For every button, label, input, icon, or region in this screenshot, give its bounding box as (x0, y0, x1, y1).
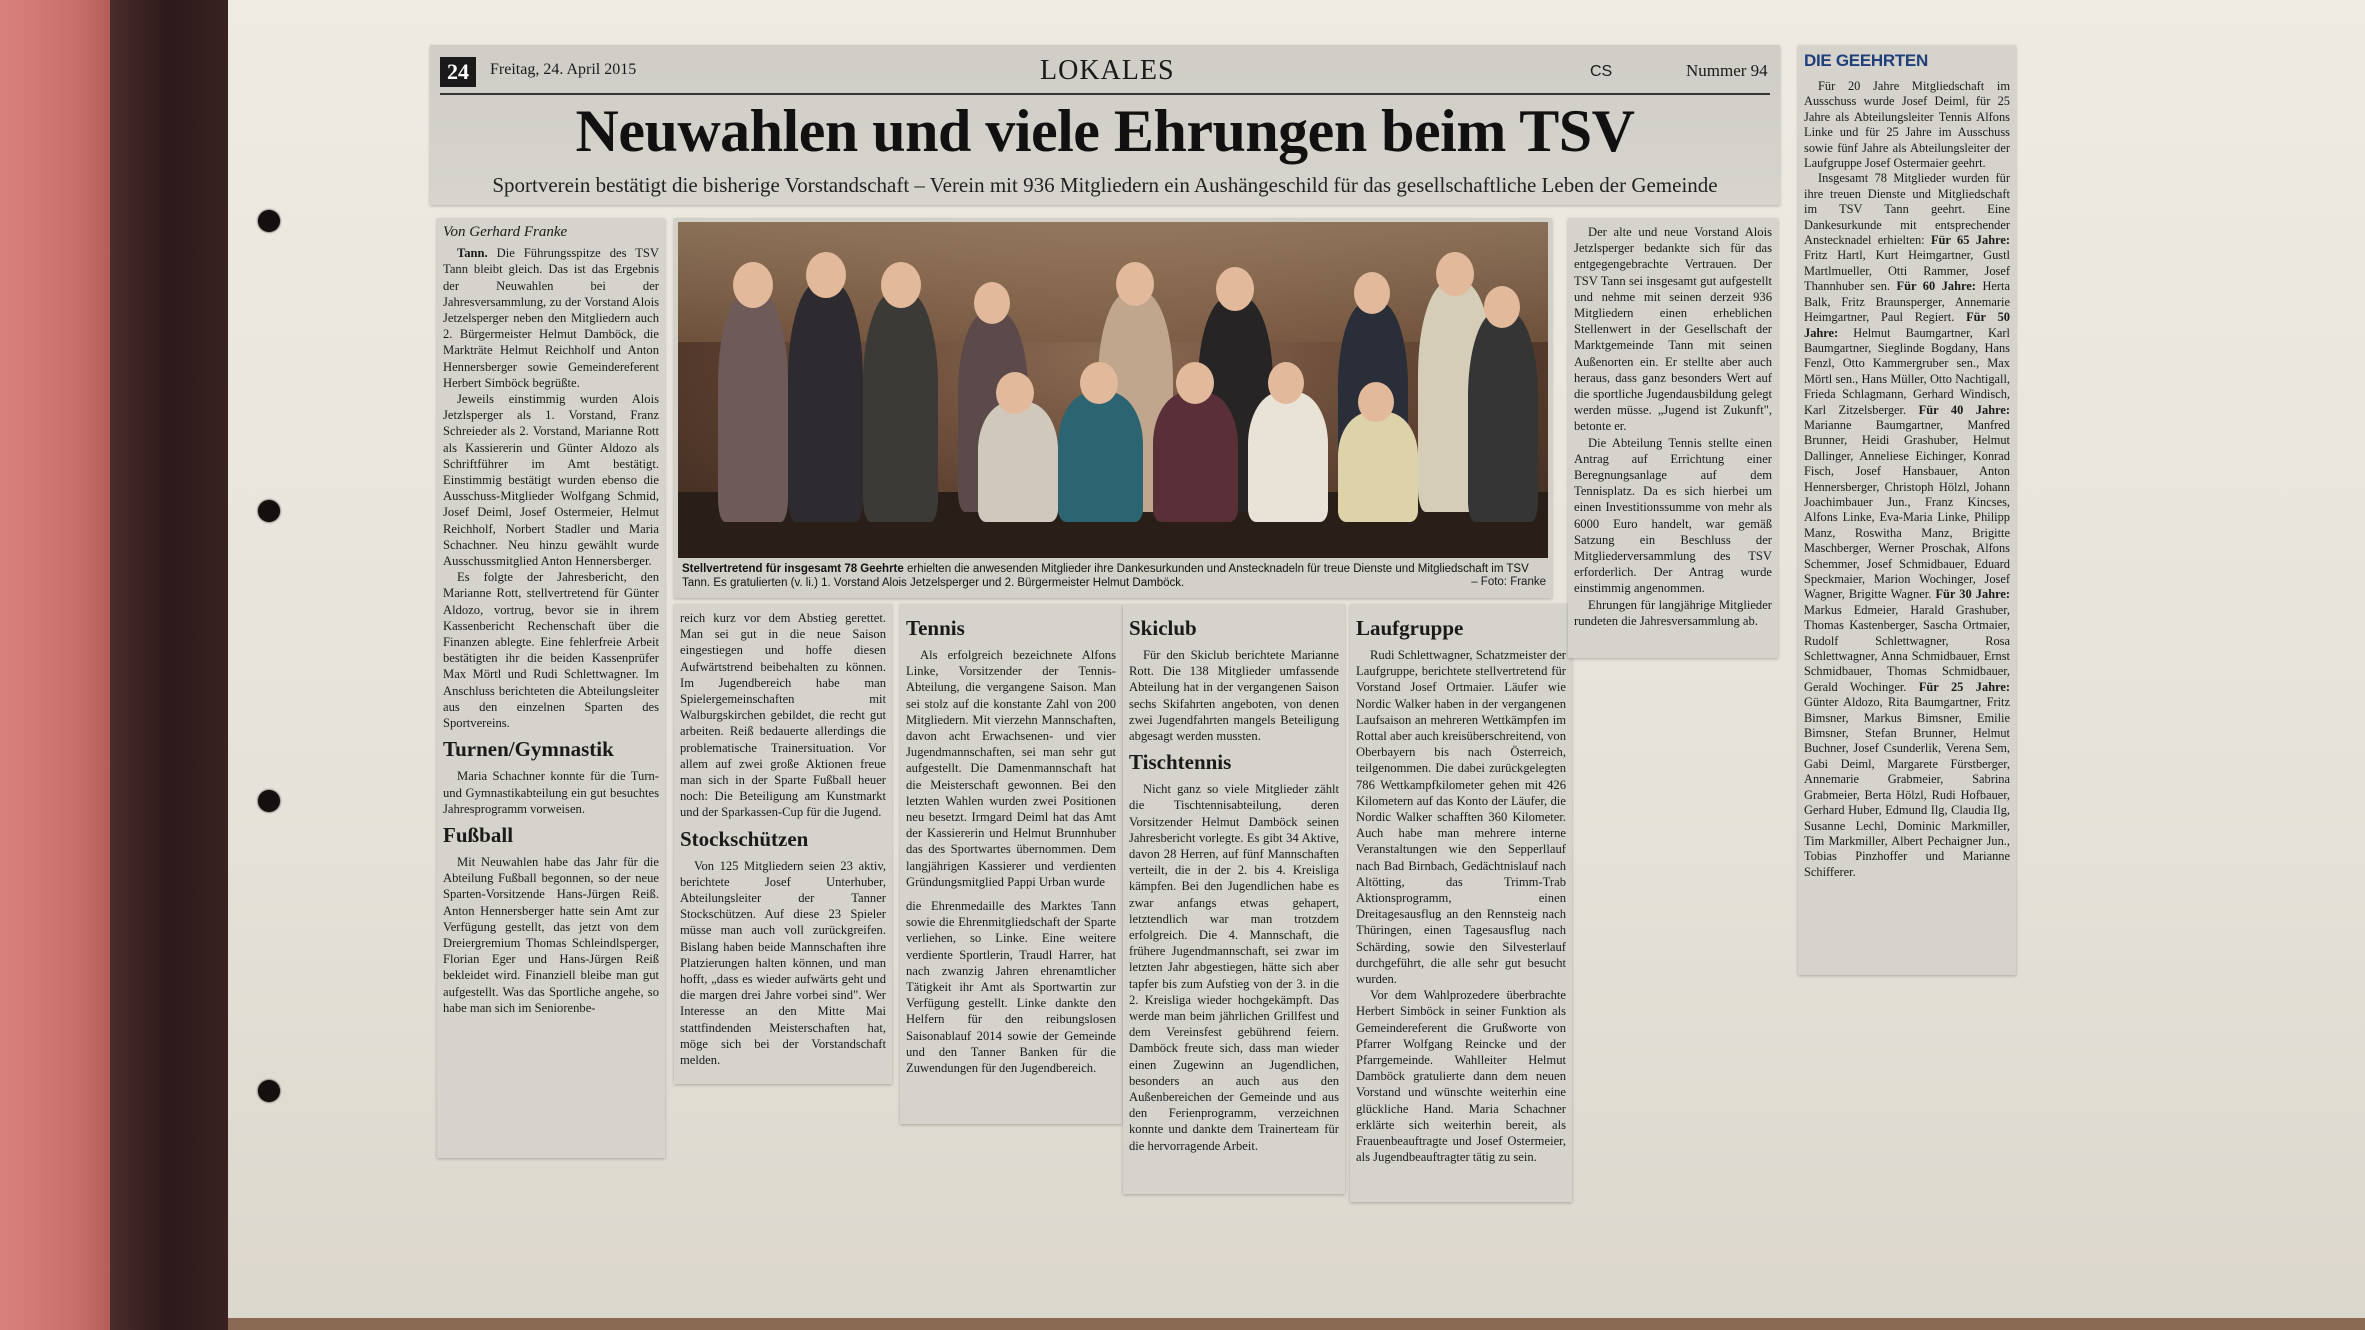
issue-date: Freitag, 24. April 2015 (490, 61, 637, 78)
person (1248, 392, 1328, 522)
paragraph: reich kurz vor dem Abstieg gerettet. Man sei gut in die neue Saison eingestiegen und hoffe diesen Aufwärtstrend beibehalten zu können. Im Jugendbereich habe man Spielergemeinschaften mit Walburgskirchen gebildet, die recht gut arbeiten. Reiß bedauerte allerdings die problematische Trainersituation. Vor allem auf zwei große Aktionen freue man sich in der Sparte Fußball heuer noch: Die Beteiligung am Kunstmarkt und der Sparkassen-Cup für die Jugend. (680, 611, 886, 820)
person (1153, 392, 1238, 522)
subheading-turnen: Turnen/Gymnastik (443, 737, 614, 762)
article-column-2 (674, 604, 892, 1084)
album-cover-edge (0, 0, 110, 1330)
honor-names: Marianne Baumgartner, Manfred Brunner, Heidi Grashuber, Helmut Dallinger, Anneliese Eichinger, Konrad Fisch, Josef Hansbauer, Anton Hennersberger, Christoph Hölzl, Johann Joachimbauer Jun., Franz Kincses, Alfons Linke, Eva-Maria Linke, Philipp Manz, Roswitha Manz, Brigitte Maschberger, Werner Proschak, Alfons Schemmer, Josef Schmidbauer, Eduard Speckmaier, Marion Wochinger, Josef Wagner, Brigitte Wagner. (1804, 417, 2010, 602)
honorees-title: DIE GEEHRTEN (1804, 51, 1928, 70)
paragraph: Rudi Schlettwagner, Schatzmeister der Laufgruppe, berichtete stellvertretend für Vorstand Josef Ortmaier. Läufer wie Nordic Walker haben in der vergangenen Laufsaison an mehreren Wettkämpfen im Rottal aber auch kreisüberschreitend, von Oberbayern bis nach Österreich, teilgenommen. Die dabei zurückgelegten 786 Wettkampfkilometer gehen mit 426 Kilometern auf das Konto der Läufer, die Nordic Walker schafften 360 Kilometer. Auch habe man mehrere interne Veranstaltungen wie den Sepperllauf nach Bad Birnbach, Gedächtnislauf nach Altötting, das Trimm-Trab Aktionsprogramm, einen Dreitagesausflug an den Rennsteig nach Thüringen, einen Tagesausflug nach Schärding, sowie den Silvesterlauf durchgeführt, die alle sehr gut besucht wurden. (1356, 648, 1566, 987)
caption-text: erhielten die anwesenden Mitglieder ihre Dankesurkunden und Anstecknadeln für treue Dienste und Mitgliedschaft im TSV Tann. Es gratulierten (v. li.) 1. Vorstand Alois Jetzelsperger und 2. Bürgermeister Helmut Damböck. (682, 563, 1529, 589)
paragraph: Nicht ganz so viele Mitglieder zählt die Tischtennisabteilung, deren Vorsitzender Helmut Damböck seinen Jahresbericht vorlegte. Es gibt 34 Aktive, davon 28 Herren, auf fünf Mannschaften verteilt, die in der 2. bis 4. Kreisliga kämpfen. Bei den Jugendlichen habe es zwar anfangs etwas gehapert, letztendlich war man trotzdem erfolgreich. Die 4. Mannschaft, die frühere Jugendmannschaft, sei zwar im letzten Jahr abgestiegen, hätte sich aber tapfer bis zum Aufstieg von der 3. in die 2. Kreisliga wieder hochgekämpft. Das werde man beim jährlichen Grillfest und dem Vereinsfest gebührend feiern. Damböck freute sich, dass man wieder einen Zugewinn an Jugendlichen, besonders an auch aus den Außenbereichen der Gemeinde und aus den Ferienprogramm, verzeichnen konnte und dankte dem Trainerteam für die hervorragende Arbeit. (1129, 782, 1339, 1153)
article-column-3 (900, 604, 1122, 1124)
header-rule (440, 93, 1770, 95)
honorees-list (1804, 171, 2010, 880)
byline: Von Gerhard Franke (443, 224, 568, 240)
paragraph: Als erfolgreich bezeichnete Alfons Linke, Vorsitzender der Tennis-Abteilung, die vergangene Saison. Man sei stolz auf die konstante Zahl von 200 Mitgliedern. Mit vierzehn Mannschaften, davon acht Erwachsenen- und vier Jugendmannschaften, sei man sehr gut aufgestellt. Die Damenmannschaft hat die Meisterschaft gewonnen. Bei den letzten Wahlen wurden zwei Positionen neu besetzt. Irmgard Deiml hat das Amt der Kassiererin und Helmut Brunnhuber das des Sportwartes übernommen. Dem langjährigen Kassierer und verdienten Gründungsmitglied Pappi Urban wurde (906, 648, 1116, 889)
section-title: LOKALES (1040, 55, 1175, 86)
person (863, 292, 938, 522)
paragraph: die Ehrenmedaille des Marktes Tann sowie die Ehrenmitgliedschaft der Sparte verliehen, so Linke. Eine weitere verdiente Sportlerin, Traudl Harrer, hat nach zwanzig Jahren ehrenamtlicher Tätigkeit ihr Amt als Sportwartin zur Verfügung gestellt. Linke dankte den Helfern für den reibungslosen Saisonablauf 2014 sowie der Gemeinde und den Tanner Banken für die Zuwendungen für den Jugendbereich. (906, 899, 1116, 1076)
punch-hole (258, 500, 280, 522)
honor-label: Für 60 Jahre: (1896, 279, 1976, 294)
person-head (1216, 267, 1254, 311)
honor-names: Herta Balk, Fritz Braunsperger, Annemarie Heimgartner, Paul Regiert. (1804, 279, 2010, 325)
person-head (1080, 362, 1118, 404)
photo-caption (682, 562, 1546, 590)
punch-hole (258, 790, 280, 812)
honor-names: Helmut Baumgartner, Karl Baumgartner, Sieglinde Bogdany, Hans Fenzl, Otto Kammergruber sen., Max Mörtl sen., Hans Müller, Otto Nachtigall, Frieda Schlagmann, Gerhard Windisch, Karl Zitzelsberger. (1804, 325, 2010, 417)
paragraph: Es folgte der Jahresbericht, den Marianne Rott, stellvertretend für Günter Aldozo, vortrug, bevor sie in ihrem Kassenbericht Rechenschaft über die Finanzen ablegte. Eine fehlerfreie Arbeit bestätigten ihr die beiden Kassenprüfer Max Mörtl und Rudi Schlettwagner. Im Anschluss berichteten die Abteilungsleiter aus den einzelnen Sparten des Sportvereins. (443, 570, 659, 731)
subheading-skiclub: Skiclub (1129, 616, 1197, 640)
person (978, 402, 1058, 522)
honor-names: Günter Aldozo, Rita Baumgartner, Fritz Bimsner, Markus Bimsner, Emilie Bimsner, Stefan Brunner, Helmut Buchner, Josef Csunderlik, Verena Sem, Gabi Deiml, Margarete Fürstberger, Annemarie Grabmeier, Sabrina Grabmeier, Berta Hölzl, Rudi Hofbauer, Gerhard Huber, Edmund Ilg, Claudia Ilg, Susanne Lechl, Dominic Markmiller, Tim Markmiller, Albert Pechaigner Jun., Tobias Pinzhoffer und Marianne Schifferer. (1804, 695, 2010, 879)
subheading-stockschuetzen: Stockschützen (680, 826, 809, 851)
person-head (1116, 262, 1154, 306)
person (1338, 412, 1418, 522)
paragraph: Ehrungen für langjährige Mitglieder rundeten die Jahresversammlung ab. (1574, 597, 1772, 628)
person-head (1176, 362, 1214, 404)
paragraph-text: Die Führungsspitze des TSV Tann bleibt gleich. Das ist das Ergebnis der Neuwahlen bei der Jahresversammlung, zu der Vorstand Alois Jetzelsperger neben den Mitgliedern auch 2. Bürgermeister Helmut Damböck, die Markträte Helmut Reichholf und Anton Hennersberger sowie Gemeindereferent Herbert Simböck begrüßte. (443, 246, 659, 390)
dateline: Tann. (457, 246, 488, 261)
photo-clipping (674, 218, 1552, 598)
paragraph: Der alte und neue Vorstand Alois Jetzlsperger bedankte sich für das entgegengebrachte Vertrauen. Der TSV Tann sei insgesamt gut aufgestellt und nehme mit seinen derzeit 936 Mitgliedern einen erheblichen Stellenwert in der Gesellschaft der Marktgemeinde Tann mit seinen Außenorten ein. Er stellte aber auch heraus, dass ganz besonders Wert auf die sportliche Jugendausbildung gelegt werden müsse. „Jugend ist Zukunft", betonte er. (1574, 225, 1772, 434)
paragraph: Von 125 Mitgliedern seien 23 aktiv, berichtete Josef Unterhuber, Abteilungsleiter der Tanner Stockschützen. Auf diese 23 Spieler müsse man auch voll zurückgreifen. Bislang haben beide Mannschaften ihre Platzierungen halten können, und man hofft, „dass es wieder aufwärts geht und die margen drei Jahre vorbei sind". Wer Interesse an den Mitte Mai stattfindenden Meisterschaften hat, möge sich bei der Vorstandschaft melden. (680, 858, 886, 1068)
article-column-6 (1568, 218, 1778, 658)
paragraph-text: Insgesamt 78 Mitglieder wurden für ihre treuen Dienste und Mitgliedschaft im TSV Tann geehrt. Eine Dankesurkunde mit entsprechender Anstecknadel erhielten: (1804, 171, 2010, 248)
edition-code: CS (1590, 63, 1613, 80)
person-head (733, 262, 773, 308)
group-photo (678, 222, 1548, 558)
person-head (806, 252, 846, 298)
person (1058, 392, 1143, 522)
paragraph: Jeweils einstimmig wurden Alois Jetzlsperger als 1. Vorstand, Franz Schreieder als 2. Vorstand, Marianne Rott als Kassiererin und Günter Aldozo als Schriftführer im Amt bestätigt. Einstimmig bestätigt wurden ebenso die Ausschuss-Mitglieder Wolfgang Schmid, Josef Deiml, Josef Ostermeier, Helmut Reichholf, Norbert Stadler und Maria Schachner. Neu hinzu gewählt wurde Ausschussmitglied Anton Hennersberger. (443, 392, 659, 569)
honor-label: Für 30 Jahre: (1935, 587, 2010, 602)
paragraph: Die Abteilung Tennis stellte einen Antrag auf Errichtung einer Beregnungsanlage auf dem Tennisplatz. Da es sich hierbei um einen Investitionssumme von mehr als 6000 Euro handelt, war gemäß Satzung ein Beschluss der Mitgliederversammlung des TSV erforderlich. Der Antrag wurde einstimmig angenommen. (1574, 435, 1772, 596)
honor-label: Für 40 Jahre: (1918, 402, 2010, 417)
page-number: 24 (440, 57, 476, 87)
person (718, 292, 788, 522)
person (788, 282, 863, 522)
headline: Neuwahlen und viele Ehrungen beim TSV (575, 98, 1635, 164)
album-binding (110, 0, 230, 1330)
paragraph: Für 20 Jahre Mitgliedschaft im Ausschuss wurde Josef Deiml, für 25 Jahre als Abteilungsleiter Tennis Alfons Linke und für 25 Jahre im Ausschuss sowie fünf Jahre als Abteilungsleiter der Laufgruppe Josef Ostermaier geehrt. (1804, 79, 2010, 171)
photo-credit: – Foto: Franke (1471, 576, 1546, 588)
paragraph (443, 245, 659, 391)
article-column-5 (1350, 604, 1572, 1202)
honor-label: Für 50 Jahre: (1804, 310, 2010, 340)
subheading-tennis: Tennis (906, 616, 965, 640)
article-column-4 (1123, 604, 1345, 1194)
person-head (1484, 286, 1520, 328)
subheadline: Sportverein bestätigt die bisherige Vorstandschaft – Verein mit 936 Mitgliedern ein Aushängeschild für das gesellschaftliche Leben der Gemeinde (492, 173, 1718, 197)
paragraph: Vor dem Wahlprozedere überbrachte Herbert Simböck in seiner Funktion als Gemeindereferent die Grußworte von Pfarrer Wolfgang Reincke und der Pfarrgemeinde. Wahlleiter Helmut Damböck gratulierte dann dem neuen Vorstand und wünschte weiterhin eine glückliche Hand. Maria Schachner erklärte sich weiterhin bereit, als Frauenbeauftragte und Josef Ostermeier, als Jugendbeauftragter tätig zu sein. (1356, 988, 1566, 1165)
punch-hole (258, 210, 280, 232)
caption-lead: Stellvertretend für insgesamt 78 Geehrte (682, 563, 904, 575)
person-head (1358, 382, 1394, 422)
paragraph: Mit Neuwahlen habe das Jahr für die Abteilung Fußball begonnen, so der neue Sparten-Vorsitzende Hans-Jürgen Reiß. Anton Hennersberger hatte sein Amt zur Verfügung gestellt, das jetzt von dem Dreiergremium Thomas Schleindlsperger, Florian Eger und Hans-Jürgen Reiß bekleidet wird. Finanziell bleibe man gut aufgestellt. Was das Sportliche angehe, so habe man sich im Seniorenbe- (443, 854, 659, 1015)
person-head (1436, 252, 1474, 296)
person (1468, 312, 1538, 522)
honor-label: Für 25 Jahre: (1918, 679, 2010, 694)
article-column-1 (437, 218, 665, 1158)
person-head (974, 282, 1010, 324)
subheading-fussball: Fußball (443, 822, 514, 847)
punch-hole (258, 1080, 280, 1102)
issue-number: Nummer 94 (1686, 61, 1768, 80)
newspaper-header (430, 45, 1780, 205)
album-shelf-edge (228, 1318, 2365, 1330)
subheading-laufgruppe: Laufgruppe (1356, 616, 1464, 640)
honor-names: Markus Edmeier, Harald Grashuber, Thomas Kastenberger, Sascha Ortmaier, Rudolf Schlettwagner, Rosa Schlettwagner, Anna Schmidbauer, Ernst Schmidbauer, Thomas Schmidbauer, Gerald Wochinger. (1804, 602, 2010, 694)
honor-names: Fritz Hartl, Kurt Heimgartner, Gustl Martlmueller, Otti Rammer, Josef Thannhuber sen. (1804, 248, 2010, 294)
subheading-tischtennis: Tischtennis (1129, 750, 1232, 775)
honorees-box (1798, 45, 2016, 975)
person-head (881, 262, 921, 308)
honor-label: Für 65 Jahre: (1930, 233, 2010, 248)
person-head (1268, 362, 1304, 404)
person-head (996, 372, 1034, 414)
person-head (1354, 272, 1390, 314)
paragraph: Maria Schachner konnte für die Turn- und Gymnastikabteilung ein gut besuchtes Jahresprogramm vorweisen. (443, 769, 659, 816)
paragraph: Für den Skiclub berichtete Marianne Rott. Die 138 Mitglieder umfassende Abteilung hat in der vergangenen Saison sechs Skifahrten angeboten, von denen zwei Jugendfahrten mangels Beteiligung abgesagt werden mussten. (1129, 648, 1339, 744)
